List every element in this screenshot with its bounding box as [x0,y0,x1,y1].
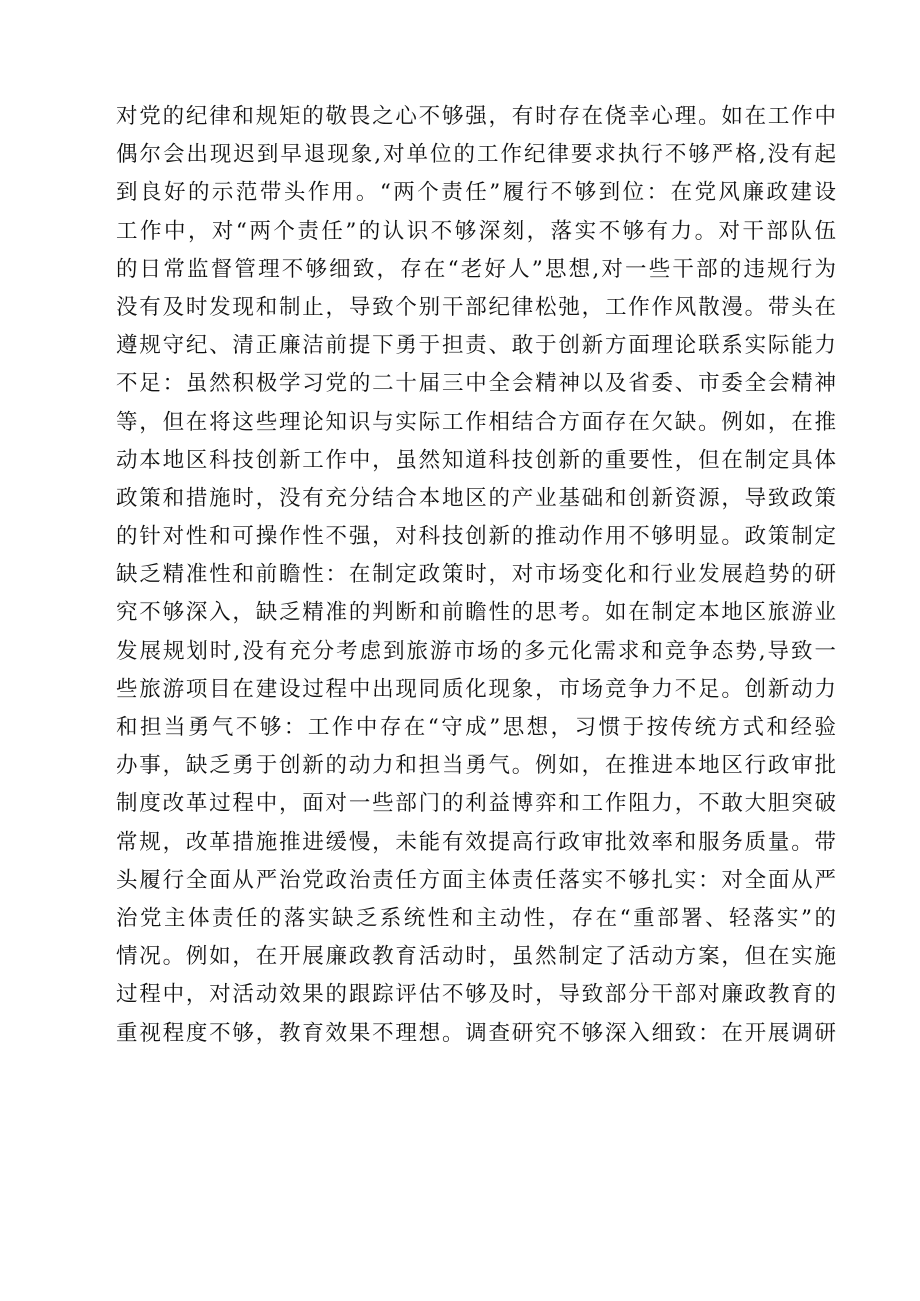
text-line: 到良好的示范带头作用。“两个责任”履行不够到位：在党风廉政建设 [116,180,836,206]
text-line: 过程中，对活动效果的跟踪评估不够及时，导致部分干部对廉政教育的 [116,982,836,1008]
text-line: 发展规划时,没有充分考虑到旅游市场的多元化需求和竞争态势,导致一 [116,638,836,664]
text-line: 遵规守纪、清正廉洁前提下勇于担责、敢于创新方面理论联系实际能力 [116,333,836,359]
text-line: 情况。例如，在开展廉政教育活动时，虽然制定了活动方案，但在实施 [116,944,836,970]
text-line: 些旅游项目在建设过程中出现同质化现象，市场竞争力不足。创新动力 [116,676,836,702]
text-line: 办事，缺乏勇于创新的动力和担当勇气。例如，在推进本地区行政审批 [116,753,836,779]
text-line: 常规，改革措施推进缓慢，未能有效提高行政审批效率和服务质量。带 [116,829,836,855]
body-paragraph [116,98,836,1053]
text-line: 的针对性和可操作性不强，对科技创新的推动作用不够明显。政策制定 [116,524,836,550]
text-line: 治党主体责任的落实缺乏系统性和主动性，存在“重部署、轻落实”的 [116,905,836,931]
text-line: 等，但在将这些理论知识与实际工作相结合方面存在欠缺。例如，在推 [116,409,836,435]
text-line: 没有及时发现和制止，导致个别干部纪律松弛，工作作风散漫。带头在 [116,294,836,320]
text-line: 不足：虽然积极学习党的二十届三中全会精神以及省委、市委全会精神 [116,371,836,397]
text-line: 政策和措施时，没有充分结合本地区的产业基础和创新资源，导致政策 [116,485,836,511]
text-line: 和担当勇气不够：工作中存在“守成”思想，习惯于按传统方式和经验 [116,715,836,740]
text-line: 缺乏精准性和前瞻性：在制定政策时，对市场变化和行业发展趋势的研 [116,562,836,588]
text-line: 头履行全面从严治党政治责任方面主体责任落实不够扎实：对全面从严 [116,867,836,893]
text-line: 重视程度不够，教育效果不理想。调查研究不够深入细致：在开展调研 [116,1020,836,1046]
text-line: 对党的纪律和规矩的敬畏之心不够强，有时存在侥幸心理。如在工作中 [116,104,836,129]
text-line: 动本地区科技创新工作中，虽然知道科技创新的重要性，但在制定具体 [116,447,836,473]
text-line: 偶尔会出现迟到早退现象,对单位的工作纪律要求执行不够严格,没有起 [116,142,836,168]
text-line: 制度改革过程中，面对一些部门的利益博弈和工作阻力，不敢大胆突破 [116,791,836,817]
text-line: 的日常监督管理不够细致，存在“老好人”思想,对一些干部的违规行为 [116,256,836,282]
text-line: 究不够深入，缺乏精准的判断和前瞻性的思考。如在制定本地区旅游业 [116,600,836,626]
text-line: 工作中，对“两个责任”的认识不够深刻，落实不够有力。对干部队伍 [116,218,836,244]
